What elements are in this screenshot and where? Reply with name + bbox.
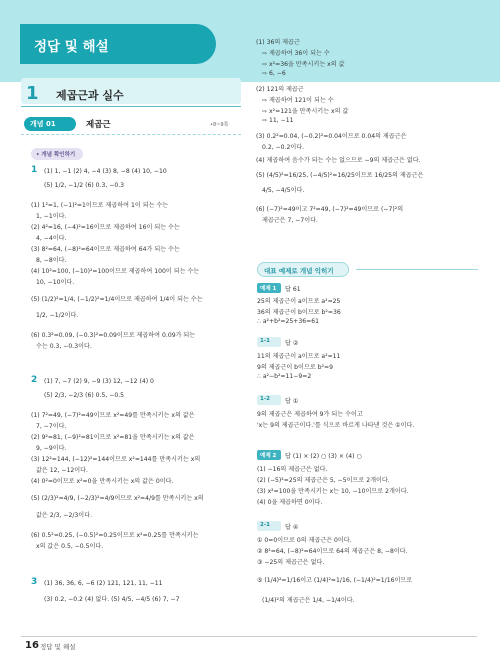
explanation-line: (3) x²=100을 만족시키는 x는 10, −10이므로 2개이다. <box>257 488 409 495</box>
explanation-line: ① 0=0이므로 0의 제곱근은 0이다. <box>257 537 352 544</box>
answer-line: (1) 1, −1 (2) 4, −4 (3) 8, −8 (4) 10, −10 <box>44 168 167 175</box>
explanation-line: 9의 제곱근이 b이므로 b²=9 <box>257 364 333 371</box>
explanation-line: 1, −1이다. <box>36 213 67 220</box>
explanation-line: ⇨ 제곱하여 121이 되는 수 <box>262 97 334 104</box>
explanation-line: 제곱근은 7, −7이다. <box>262 217 318 224</box>
explanation-line: ② 8²=64, (−8)²=64이므로 64의 제곱근은 8, −8이다. <box>257 548 408 555</box>
explanation-line: ⑤ (1/4)²=1/16이고 (1/4)²=1/16, (−1/4)²=1/16이므로 <box>257 577 413 584</box>
explanation-line: (6) 0.3²=0.09, (−0.3)²=0.09이므로 제곱하여 0.09가 되는 <box>31 332 196 339</box>
explanation-line: 'x는 9의 제곱근이다.'를 식으로 바르게 나타낸 것은 ①이다. <box>257 422 415 429</box>
footer-divider <box>21 636 477 637</box>
concept-title: 제곱근 <box>86 120 111 130</box>
explanation-line: 8, −8이다. <box>36 257 67 264</box>
explanation-line: (4) 10²=100, (−10)²=100이므로 제곱하여 100이 되는 수는 <box>31 268 200 275</box>
example-tag: 예제 1 <box>257 283 281 293</box>
explanation-line: (2) 9²=81, (−9)²=81이므로 x²=81을 만족시키는 x의 값은 <box>31 434 195 441</box>
explanation-line: (5) (4/5)²=16/25, (−4/5)²=16/25이므로 16/25의 제곱근은 <box>256 172 424 179</box>
explanation-line: ⇨ 6, −6 <box>262 70 286 77</box>
example-tag: 1-2 <box>257 395 281 405</box>
explanation-line: ⇨ x²=36을 만족시키는 x의 값 <box>262 61 345 68</box>
explanation-line: ③ −25의 제곱근은 없다. <box>257 559 325 566</box>
explanation-line: 값은 2/3, −2/3이다. <box>36 512 93 519</box>
explanation-line: (2) 4²=16, (−4)²=16이므로 제곱하여 16이 되는 수는 <box>31 224 180 231</box>
answer-line: (1) 36, 36, 6, −6 (2) 121, 121, 11, −11 <box>44 580 163 587</box>
explanation-line: 4/5, −4/5이다. <box>262 187 305 194</box>
explanation-line: 25의 제곱근이 a이므로 a²=25 <box>257 298 341 305</box>
explanation-line: (4) 0²=0이므로 x²=0을 만족시키는 x의 값은 0이다. <box>31 478 174 485</box>
example-tag: 2-1 <box>257 521 281 531</box>
question-number: 2 <box>31 375 38 385</box>
section-title: 제곱근과 실수 <box>56 89 124 102</box>
explanation-line: ⇨ 11, −11 <box>262 117 294 124</box>
explanation-line: (6) (−7)²=49이고 7²=49, (−7)²=49이므로 (−7)²의 <box>256 206 404 213</box>
explanation-line: (1/4)²의 제곱근은 1/4, −1/4이다. <box>262 597 355 604</box>
explanation-line: 7, −7이다. <box>36 423 67 430</box>
explanation-line: 11의 제곱근이 a이므로 a²=11 <box>257 353 341 360</box>
concept-divider <box>21 134 241 135</box>
question-number: 3 <box>31 577 38 587</box>
explanation-line: (3) 8²=64, (−8)²=64이므로 제곱하여 64가 되는 수는 <box>31 246 180 253</box>
explanation-line: (4) 제곱하여 음수가 되는 수는 없으므로 −9의 제곱근은 없다. <box>256 157 421 164</box>
answer-line: 답 ① <box>285 398 299 405</box>
explanation-line: (1) −16의 제곱근은 없다. <box>257 466 328 473</box>
concept-badge: 개념 01 <box>24 117 76 131</box>
explanation-line: (3) 12²=144, (−12)²=144이므로 x²=144를 만족시키는 x의 <box>31 456 201 463</box>
page-title: 정답 및 해설 <box>20 24 216 64</box>
explanation-line: (5) (2/3)²=4/9, (−2/3)²=4/9이므로 x²=4/9를 만족시키는 x의 <box>31 495 204 502</box>
check-tag: • 개념 확인하기 <box>31 148 83 160</box>
answer-line: (5) 2/3, −2/3 (6) 0.5, −0.5 <box>44 392 125 399</box>
answer-line: 답 ② <box>285 340 299 347</box>
footer-label: 정답 및 해설 <box>40 643 76 651</box>
explanation-line: ⇨ x²=121을 만족시키는 x의 값 <box>262 108 349 115</box>
explanation-line: (2) (−5)²=25의 제곱근은 5, −5이므로 2개이다. <box>257 477 390 484</box>
section-number: 1 <box>26 83 39 104</box>
explanation-line: (1) 1²=1, (−1)²=1이므로 제곱하여 1이 되는 수는 <box>31 202 169 209</box>
answer-line: (5) 1/2, −1/2 (6) 0.3, −0.3 <box>44 182 125 189</box>
explanation-line: 10, −10이다. <box>36 279 75 286</box>
explanation-line: (2) 121의 제곱근 <box>256 86 304 93</box>
example-tag: 1-1 <box>257 337 281 347</box>
explanation-line: (4) 0을 제곱하면 0이다. <box>257 499 323 506</box>
answer-line: 답 (1) × (2) ○ (3) × (4) ○ <box>285 453 362 460</box>
explanation-line: 1/2, −1/2이다. <box>36 312 79 319</box>
practice-divider <box>356 269 478 270</box>
concept-page-ref: •8~9쪽 <box>210 122 229 128</box>
explanation-line: ⇨ 제곱하여 36이 되는 수 <box>262 50 330 57</box>
explanation-line: 9의 제곱근은 제곱하여 9가 되는 수이고 <box>257 411 363 418</box>
explanation-line: (3) 0.2²=0.04, (−0.2)²=0.04이므로 0.04의 제곱근은 <box>256 133 407 140</box>
explanation-line: ∴ a²−b²=11−9=2 <box>257 373 312 380</box>
explanation-line: (1) 7²=49, (−7)²=49이므로 x²=49를 만족시키는 x의 값은 <box>31 412 195 419</box>
section-header <box>21 78 241 104</box>
explanation-line: 4, −4이다. <box>36 235 67 242</box>
section-divider <box>21 106 241 107</box>
practice-heading: 대표 예제로 개념 익히기 <box>257 262 349 277</box>
explanation-line: 9, −9이다. <box>36 445 67 452</box>
explanation-line: ∴ a²+b²=25+36=61 <box>257 318 319 325</box>
explanation-line: (6) 0.5²=0.25, (−0.5)²=0.25이므로 x²=0.25를 만족시키는 <box>31 532 199 539</box>
explanation-line: 0.2, −0.2이다. <box>262 144 305 151</box>
explanation-line: 수는 0.3, −0.3이다. <box>36 343 92 350</box>
explanation-line: 36의 제곱근이 b이므로 b²=36 <box>257 309 341 316</box>
answer-line: (3) 0.2, −0.2 (4) 없다. (5) 4/5, −4/5 (6) 7, −7 <box>44 596 180 603</box>
page-number: 16 <box>25 640 39 651</box>
question-number: 1 <box>31 165 38 175</box>
explanation-line: 값은 12, −12이다. <box>36 467 88 474</box>
example-tag: 예제 2 <box>257 450 281 460</box>
explanation-line: (5) (1/2)²=1/4, (−1/2)²=1/4이므로 제곱하여 1/4이 되는 수는 <box>31 296 203 303</box>
answer-line: (1) 7, −7 (2) 9, −9 (3) 12, −12 (4) 0 <box>44 378 154 385</box>
answer-line: 답 61 <box>285 286 301 293</box>
explanation-line: x의 값은 0.5, −0.5이다. <box>36 543 104 550</box>
explanation-line: (1) 36의 제곱근 <box>256 39 300 46</box>
answer-line: 답 ④ <box>285 524 299 531</box>
